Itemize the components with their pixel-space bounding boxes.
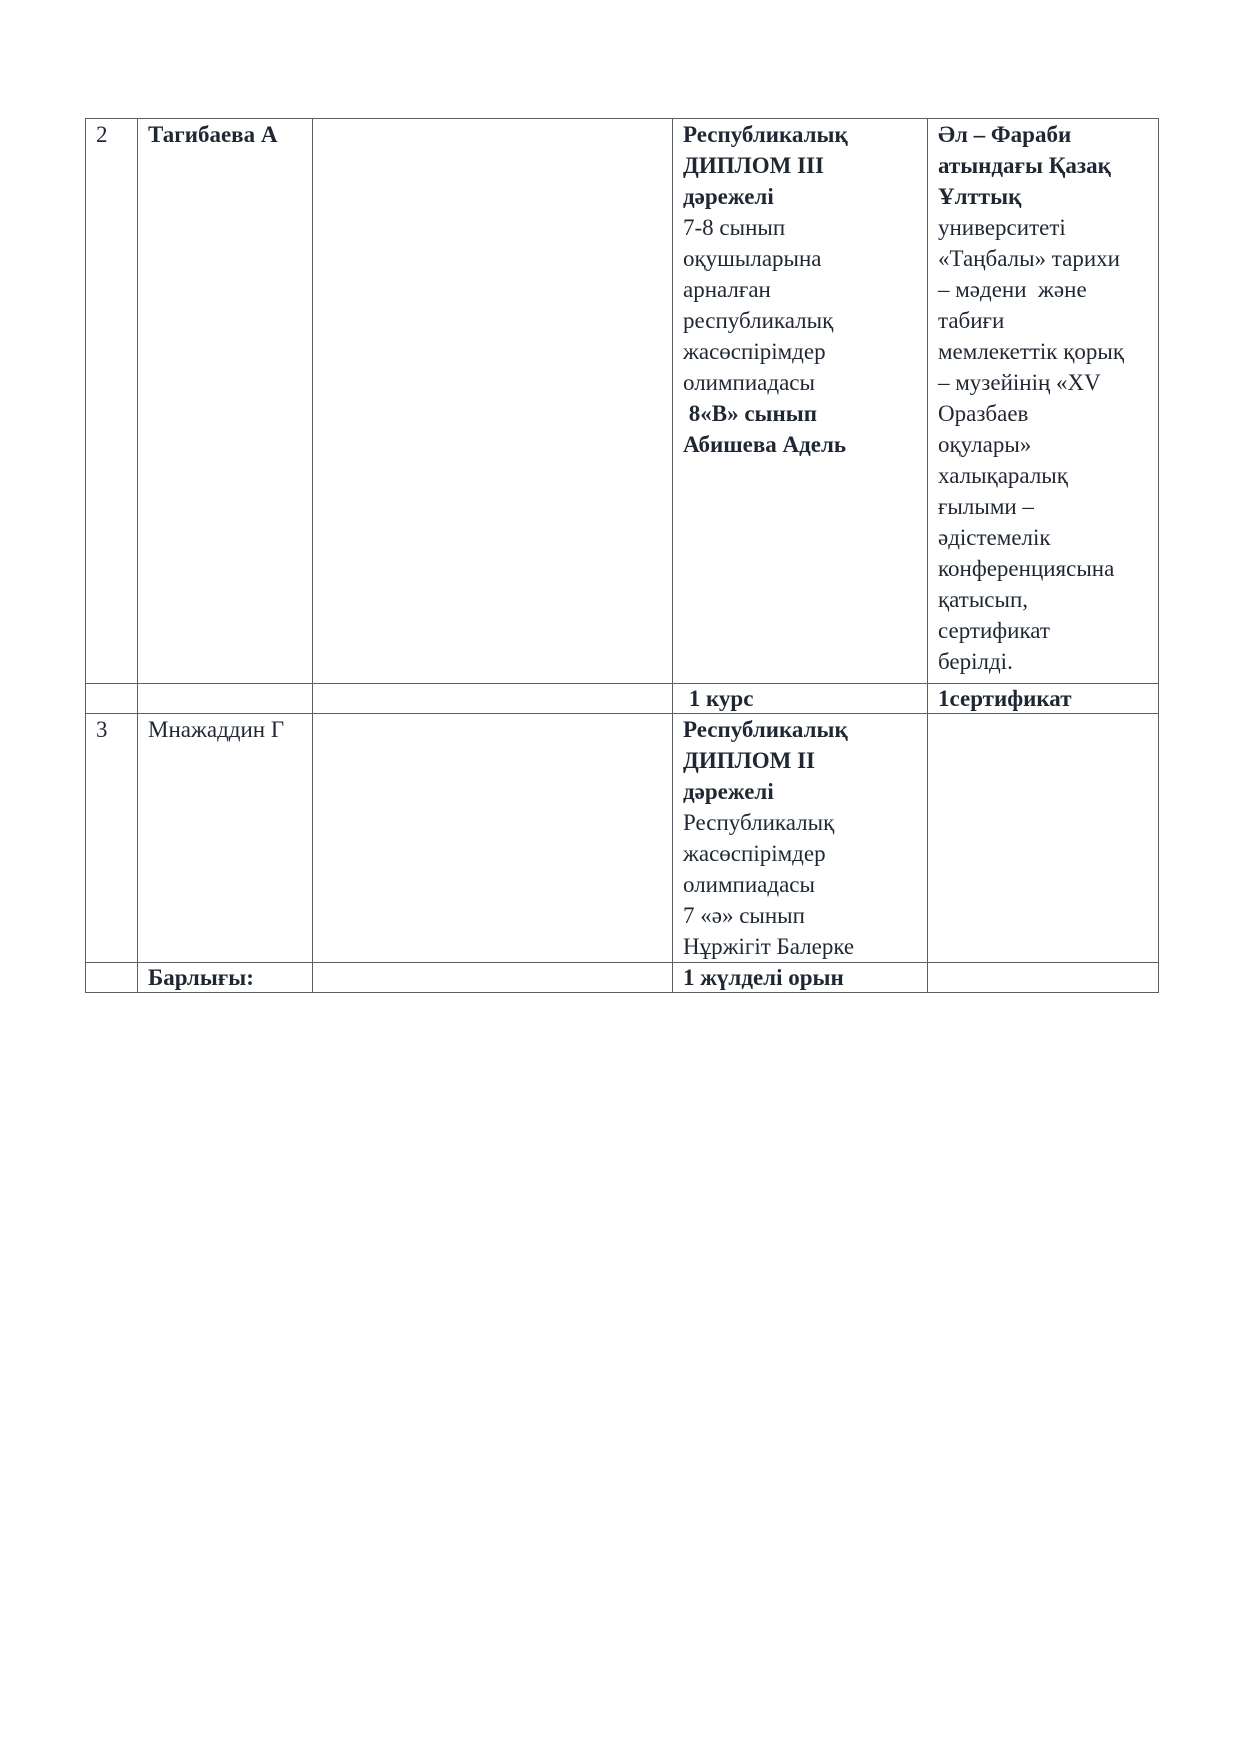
event-text-line: «Таңбалы» тарихи bbox=[938, 246, 1120, 271]
event-text-line: табиғи bbox=[938, 308, 1005, 333]
award-text-line: жасөспірімдер bbox=[683, 339, 826, 364]
empty-cell bbox=[313, 119, 673, 684]
student-line: Абишева Адель bbox=[683, 432, 847, 457]
award-text-line: республикалық bbox=[683, 308, 834, 333]
event-text-line: сертификат bbox=[938, 618, 1050, 643]
results-table bbox=[85, 118, 1159, 993]
event-text-line: оқулары» bbox=[938, 432, 1032, 457]
table-row bbox=[86, 119, 1159, 684]
award-title-line: ДИПЛОМ ІІІ bbox=[683, 153, 824, 178]
empty-cell bbox=[313, 684, 673, 714]
teacher-name bbox=[138, 684, 313, 714]
award-text-line: 7 «ә» сынып bbox=[683, 903, 805, 928]
row-number bbox=[86, 963, 138, 993]
award-title-line: Республикалық bbox=[683, 122, 848, 147]
award-text-line: оқушыларына bbox=[683, 246, 822, 271]
row-number bbox=[86, 684, 138, 714]
award-title-line: Республикалық bbox=[683, 717, 848, 742]
event-text-line: Оразбаев bbox=[938, 401, 1029, 426]
award-text-line: 7-8 сынып bbox=[683, 215, 786, 240]
event-cell bbox=[928, 119, 1159, 684]
event-text-line: – музейінің «XV bbox=[938, 370, 1101, 395]
teacher-name: Мнажаддин Г bbox=[138, 714, 313, 963]
event-text-line: қатысып, bbox=[938, 587, 1029, 612]
award-cell bbox=[673, 119, 928, 684]
event-title-line: Әл – Фараби bbox=[938, 122, 1072, 147]
event-cell bbox=[928, 714, 1159, 963]
table-row bbox=[86, 714, 1159, 963]
event-text-line: мемлекеттік қорық bbox=[938, 339, 1125, 364]
event-text-line: конференциясына bbox=[938, 556, 1115, 581]
student-line: 8«В» сынып bbox=[683, 401, 817, 426]
empty-cell bbox=[313, 963, 673, 993]
award-cell bbox=[673, 714, 928, 963]
event-text-line: әдістемелік bbox=[938, 525, 1051, 550]
award-text-line: олимпиадасы bbox=[683, 370, 815, 395]
award-title-line: дәрежелі bbox=[683, 184, 774, 209]
award-text-line: арналған bbox=[683, 277, 771, 302]
award-text-line: жасөспірімдер bbox=[683, 841, 826, 866]
total-label: Барлығы: bbox=[138, 963, 313, 993]
event-title-line: атындағы Қазақ bbox=[938, 153, 1111, 178]
event-cell bbox=[928, 963, 1159, 993]
award-title-line: ДИПЛОМ ІІ bbox=[683, 748, 815, 773]
award-text-line: Нұржігіт Балерке bbox=[683, 934, 855, 959]
event-text-line: халықаралық bbox=[938, 463, 1068, 488]
event-summary: 1сертификат bbox=[928, 684, 1159, 714]
award-text-line: Республикалық bbox=[683, 810, 835, 835]
event-text-line: – мәдени және bbox=[938, 277, 1087, 302]
event-title-line: Ұлттық bbox=[938, 184, 1022, 209]
empty-cell bbox=[313, 714, 673, 963]
row-number: 2 bbox=[86, 119, 138, 684]
event-text-line: университеті bbox=[938, 215, 1066, 240]
teacher-name: Тагибаева А bbox=[138, 119, 313, 684]
total-award: 1 жүлделі орын bbox=[673, 963, 928, 993]
event-text-line: ғылыми – bbox=[938, 494, 1034, 519]
event-text-line: берілді. bbox=[938, 649, 1013, 674]
row-number: 3 bbox=[86, 714, 138, 963]
award-text-line: олимпиадасы bbox=[683, 872, 815, 897]
award-summary: 1 курс bbox=[673, 684, 928, 714]
table-row bbox=[86, 684, 1159, 714]
table-row bbox=[86, 963, 1159, 993]
award-title-line: дәрежелі bbox=[683, 779, 774, 804]
